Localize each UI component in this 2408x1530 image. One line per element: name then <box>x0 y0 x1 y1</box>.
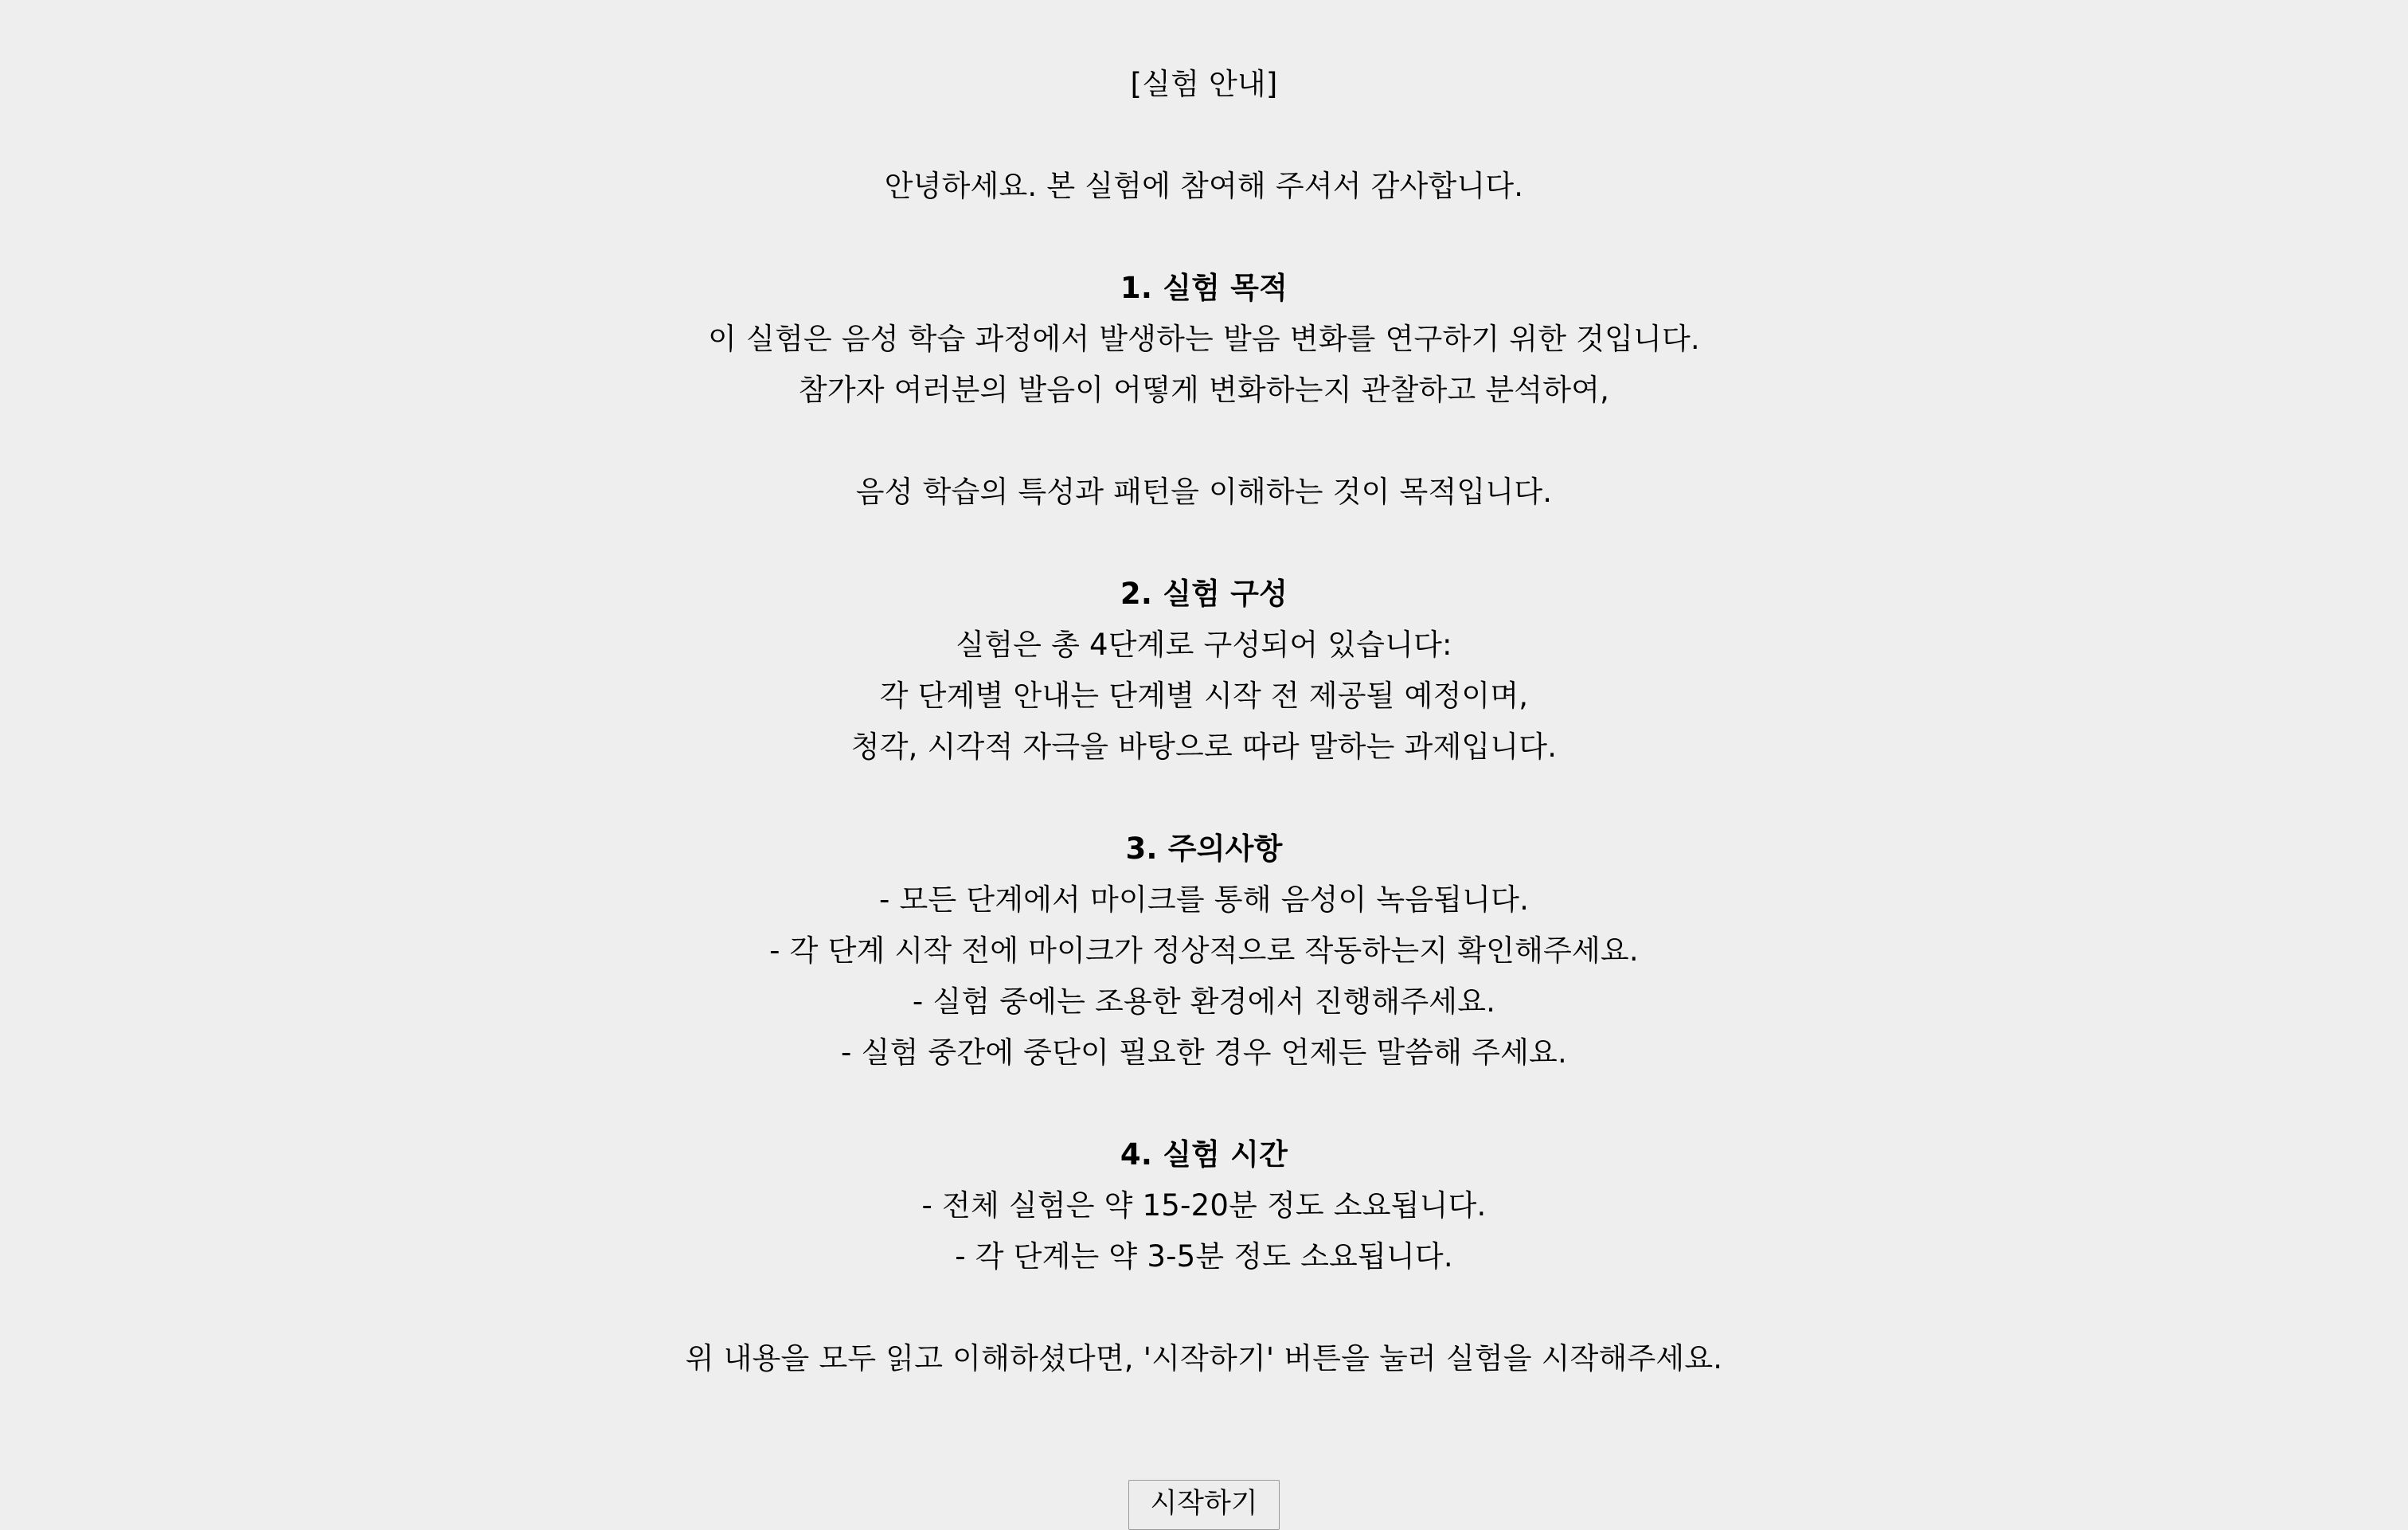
page-title: [실험 안내] <box>1130 67 1278 101</box>
section-4-heading: 4. 실험 시간 <box>1120 1137 1288 1172</box>
section-3-line-1: - 모든 단계에서 마이크를 통해 음성이 녹음됩니다. <box>878 882 1530 917</box>
instruction-text-block <box>0 59 2408 1384</box>
section-4-line-2: - 각 단계는 약 3-5분 정도 소요됩니다. <box>955 1239 1453 1274</box>
section-4-line-1: - 전체 실험은 약 15-20분 정도 소요됩니다. <box>921 1188 1487 1223</box>
spacer-after-title <box>0 110 2408 161</box>
section-1-line-3 <box>0 416 2408 467</box>
closing-text: 위 내용을 모두 읽고 이해하셨다면, '시작하기' 버튼을 눌러 실험을 시작해주세요. <box>685 1341 1723 1375</box>
section-2-line-1: 실험은 총 4단계로 구성되어 있습니다: <box>956 628 1452 662</box>
section-3-line-3: - 실험 중에는 조용한 환경에서 진행해주세요. <box>912 984 1496 1019</box>
section-2-line-2: 각 단계별 안내는 단계별 시작 전 제공될 예정이며, <box>879 679 1529 713</box>
section-2-line-3: 청각, 시각적 자극을 바탕으로 따라 말하는 과제입니다. <box>850 730 1558 764</box>
section-1-line-1: 이 실험은 음성 학습 과정에서 발생하는 발음 변화를 연구하기 위한 것입니다. <box>708 322 1700 356</box>
section-3-line-2: - 각 단계 시작 전에 마이크가 정상적으로 작동하는지 확인해주세요. <box>769 933 1639 968</box>
spacer-after-section-1 <box>0 518 2408 569</box>
start-button[interactable]: 시작하기 <box>1128 1480 1279 1530</box>
section-3-line-4: - 실험 중간에 중단이 필요한 경우 언제든 말씀해 주세요. <box>841 1035 1567 1070</box>
spacer-after-section-4 <box>0 1282 2408 1333</box>
section-1-line-4: 음성 학습의 특성과 패턴을 이해하는 것이 목적입니다. <box>855 475 1553 509</box>
section-1-line-2: 참가자 여러분의 발음이 어떻게 변화하는지 관찰하고 분석하여, <box>798 373 1610 407</box>
section-2-heading: 2. 실험 구성 <box>1120 577 1288 611</box>
greeting-text: 안녕하세요. 본 실험에 참여해 주셔서 감사합니다. <box>884 169 1524 203</box>
section-1-heading: 1. 실험 목적 <box>1120 271 1288 305</box>
spacer-after-section-3 <box>0 1078 2408 1129</box>
spacer-after-greeting <box>0 212 2408 263</box>
spacer-after-section-2 <box>0 773 2408 824</box>
section-3-heading: 3. 주의사항 <box>1125 832 1283 866</box>
